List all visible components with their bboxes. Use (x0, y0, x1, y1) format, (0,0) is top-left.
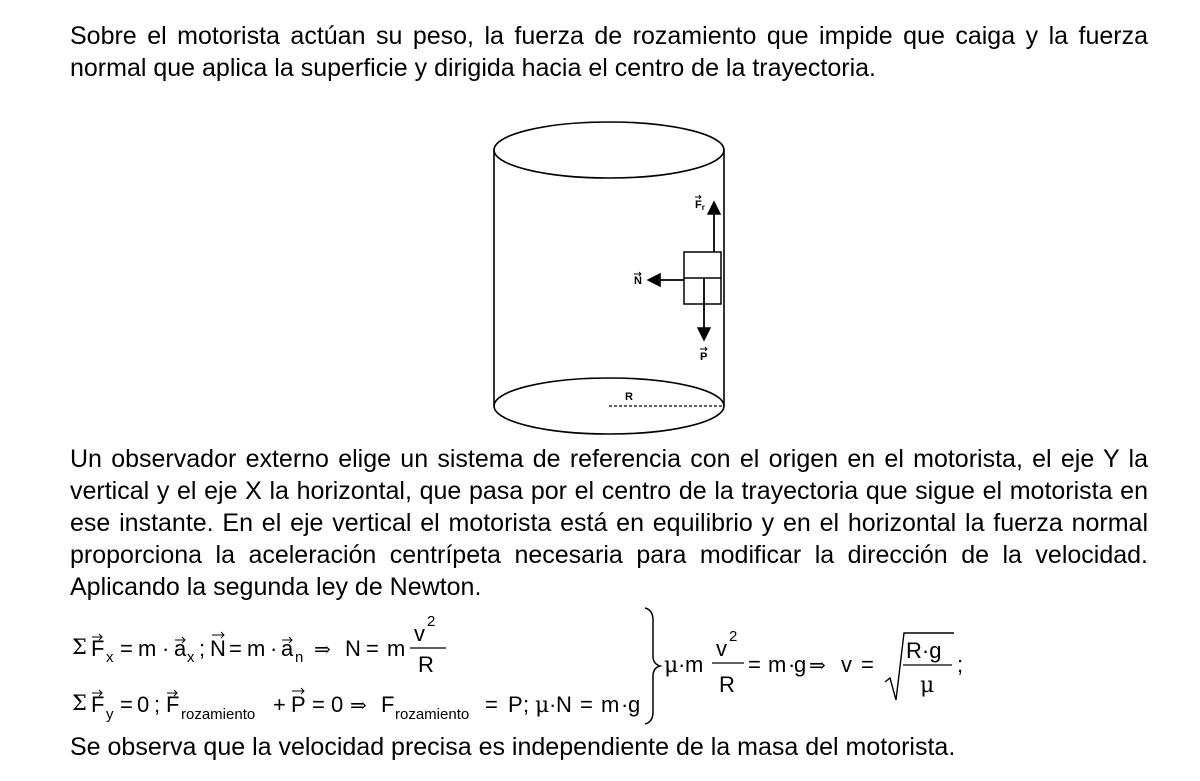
svg-text:μ: μ (535, 693, 550, 718)
radius-label: R (625, 391, 633, 403)
svg-text:R·g: R·g (906, 638, 942, 663)
svg-text:=: = (366, 636, 379, 661)
svg-text:g: g (628, 692, 641, 717)
svg-text:F: F (91, 636, 105, 661)
svg-text:N: N (556, 692, 572, 717)
svg-text:=: = (861, 652, 874, 677)
svg-text:R: R (418, 652, 434, 677)
svg-text:;: ; (957, 652, 964, 677)
svg-text:N: N (345, 636, 361, 661)
svg-text:m: m (601, 692, 620, 717)
svg-text:2: 2 (427, 613, 436, 630)
svg-text:=: = (485, 692, 498, 717)
explanation-paragraph: Un observador externo elige un sistema de referencia con el origen en el motorista, el eje Y la vertical y el eje X la horizontal, que pasa por el centro de la trayectoria que sigue el motorista en ese instante. En el eje vertical el motorista está en equilibrio y en el horizontal la fuerza normal proporciona la aceleración centrípeta necesaria para modificar la dirección de la velocidad. Aplicando la segunda ley de Newton. (70, 445, 1148, 601)
svg-text:=: = (120, 692, 133, 717)
friction-label: Fr (695, 199, 705, 212)
svg-text:a: a (174, 636, 187, 661)
svg-text:μ: μ (664, 653, 679, 678)
svg-text:R: R (719, 672, 735, 697)
svg-text:=: = (312, 692, 325, 717)
svg-text:n: n (295, 649, 304, 666)
svg-text:+: + (273, 692, 286, 717)
svg-text:Σ: Σ (72, 691, 87, 715)
svg-text:·: · (678, 652, 686, 677)
svg-text:v: v (841, 652, 852, 677)
svg-text:m: m (247, 636, 266, 661)
svg-text:⇒: ⇒ (809, 653, 826, 677)
svg-text:v: v (716, 636, 727, 661)
svg-text:=: = (120, 636, 133, 661)
svg-text:x: x (187, 649, 195, 666)
conclusion-paragraph: Se observa que la velocidad precisa es independiente de la masa del motorista. (70, 733, 956, 761)
svg-text:v: v (414, 621, 425, 646)
svg-text:a: a (281, 636, 294, 661)
svg-text:F: F (166, 692, 180, 717)
svg-text:0: 0 (331, 692, 344, 717)
svg-text:N: N (210, 636, 226, 661)
svg-text:m: m (387, 636, 406, 661)
svg-text:·: · (270, 636, 278, 661)
svg-text:·: · (788, 652, 796, 677)
svg-text:=: = (229, 636, 242, 661)
svg-text:m: m (138, 636, 157, 661)
intro-paragraph: Sobre el motorista actúan su peso, la fuerza de rozamiento que impide que caiga y la fuerza normal que aplica la superficie y dirigida hacia el centro de la trayectoria. (70, 22, 1148, 82)
svg-text:;: ; (154, 692, 161, 717)
svg-text:·: · (549, 692, 557, 717)
svg-text:0: 0 (137, 692, 150, 717)
svg-text:P: P (291, 692, 306, 717)
svg-text:m: m (768, 652, 787, 677)
svg-text:·: · (621, 692, 629, 717)
svg-text:2: 2 (729, 628, 738, 645)
svg-text:rozamiento: rozamiento (395, 706, 470, 723)
svg-text:y: y (106, 706, 114, 723)
equation-result (664, 628, 963, 700)
svg-text:rozamiento: rozamiento (181, 706, 256, 723)
svg-text:=: = (580, 692, 593, 717)
svg-text:;: ; (523, 692, 530, 717)
svg-text:m: m (685, 652, 704, 677)
weight-label: P (700, 351, 708, 363)
svg-text:;: ; (199, 636, 206, 661)
svg-text:x: x (106, 649, 114, 666)
svg-text:⇒: ⇒ (314, 637, 331, 661)
svg-text:F: F (91, 692, 105, 717)
equation-y-axis (72, 688, 640, 723)
normal-label: N (634, 275, 642, 287)
svg-text:g: g (794, 652, 807, 677)
svg-text:μ: μ (920, 673, 935, 698)
svg-text:·: · (162, 636, 170, 661)
svg-text:P: P (508, 692, 523, 717)
svg-text:⇒: ⇒ (350, 693, 367, 717)
svg-text:=: = (748, 652, 761, 677)
svg-text:F: F (381, 692, 395, 717)
svg-text:Σ: Σ (72, 635, 87, 659)
system-brace (645, 608, 660, 724)
equation-x-axis (72, 613, 446, 677)
